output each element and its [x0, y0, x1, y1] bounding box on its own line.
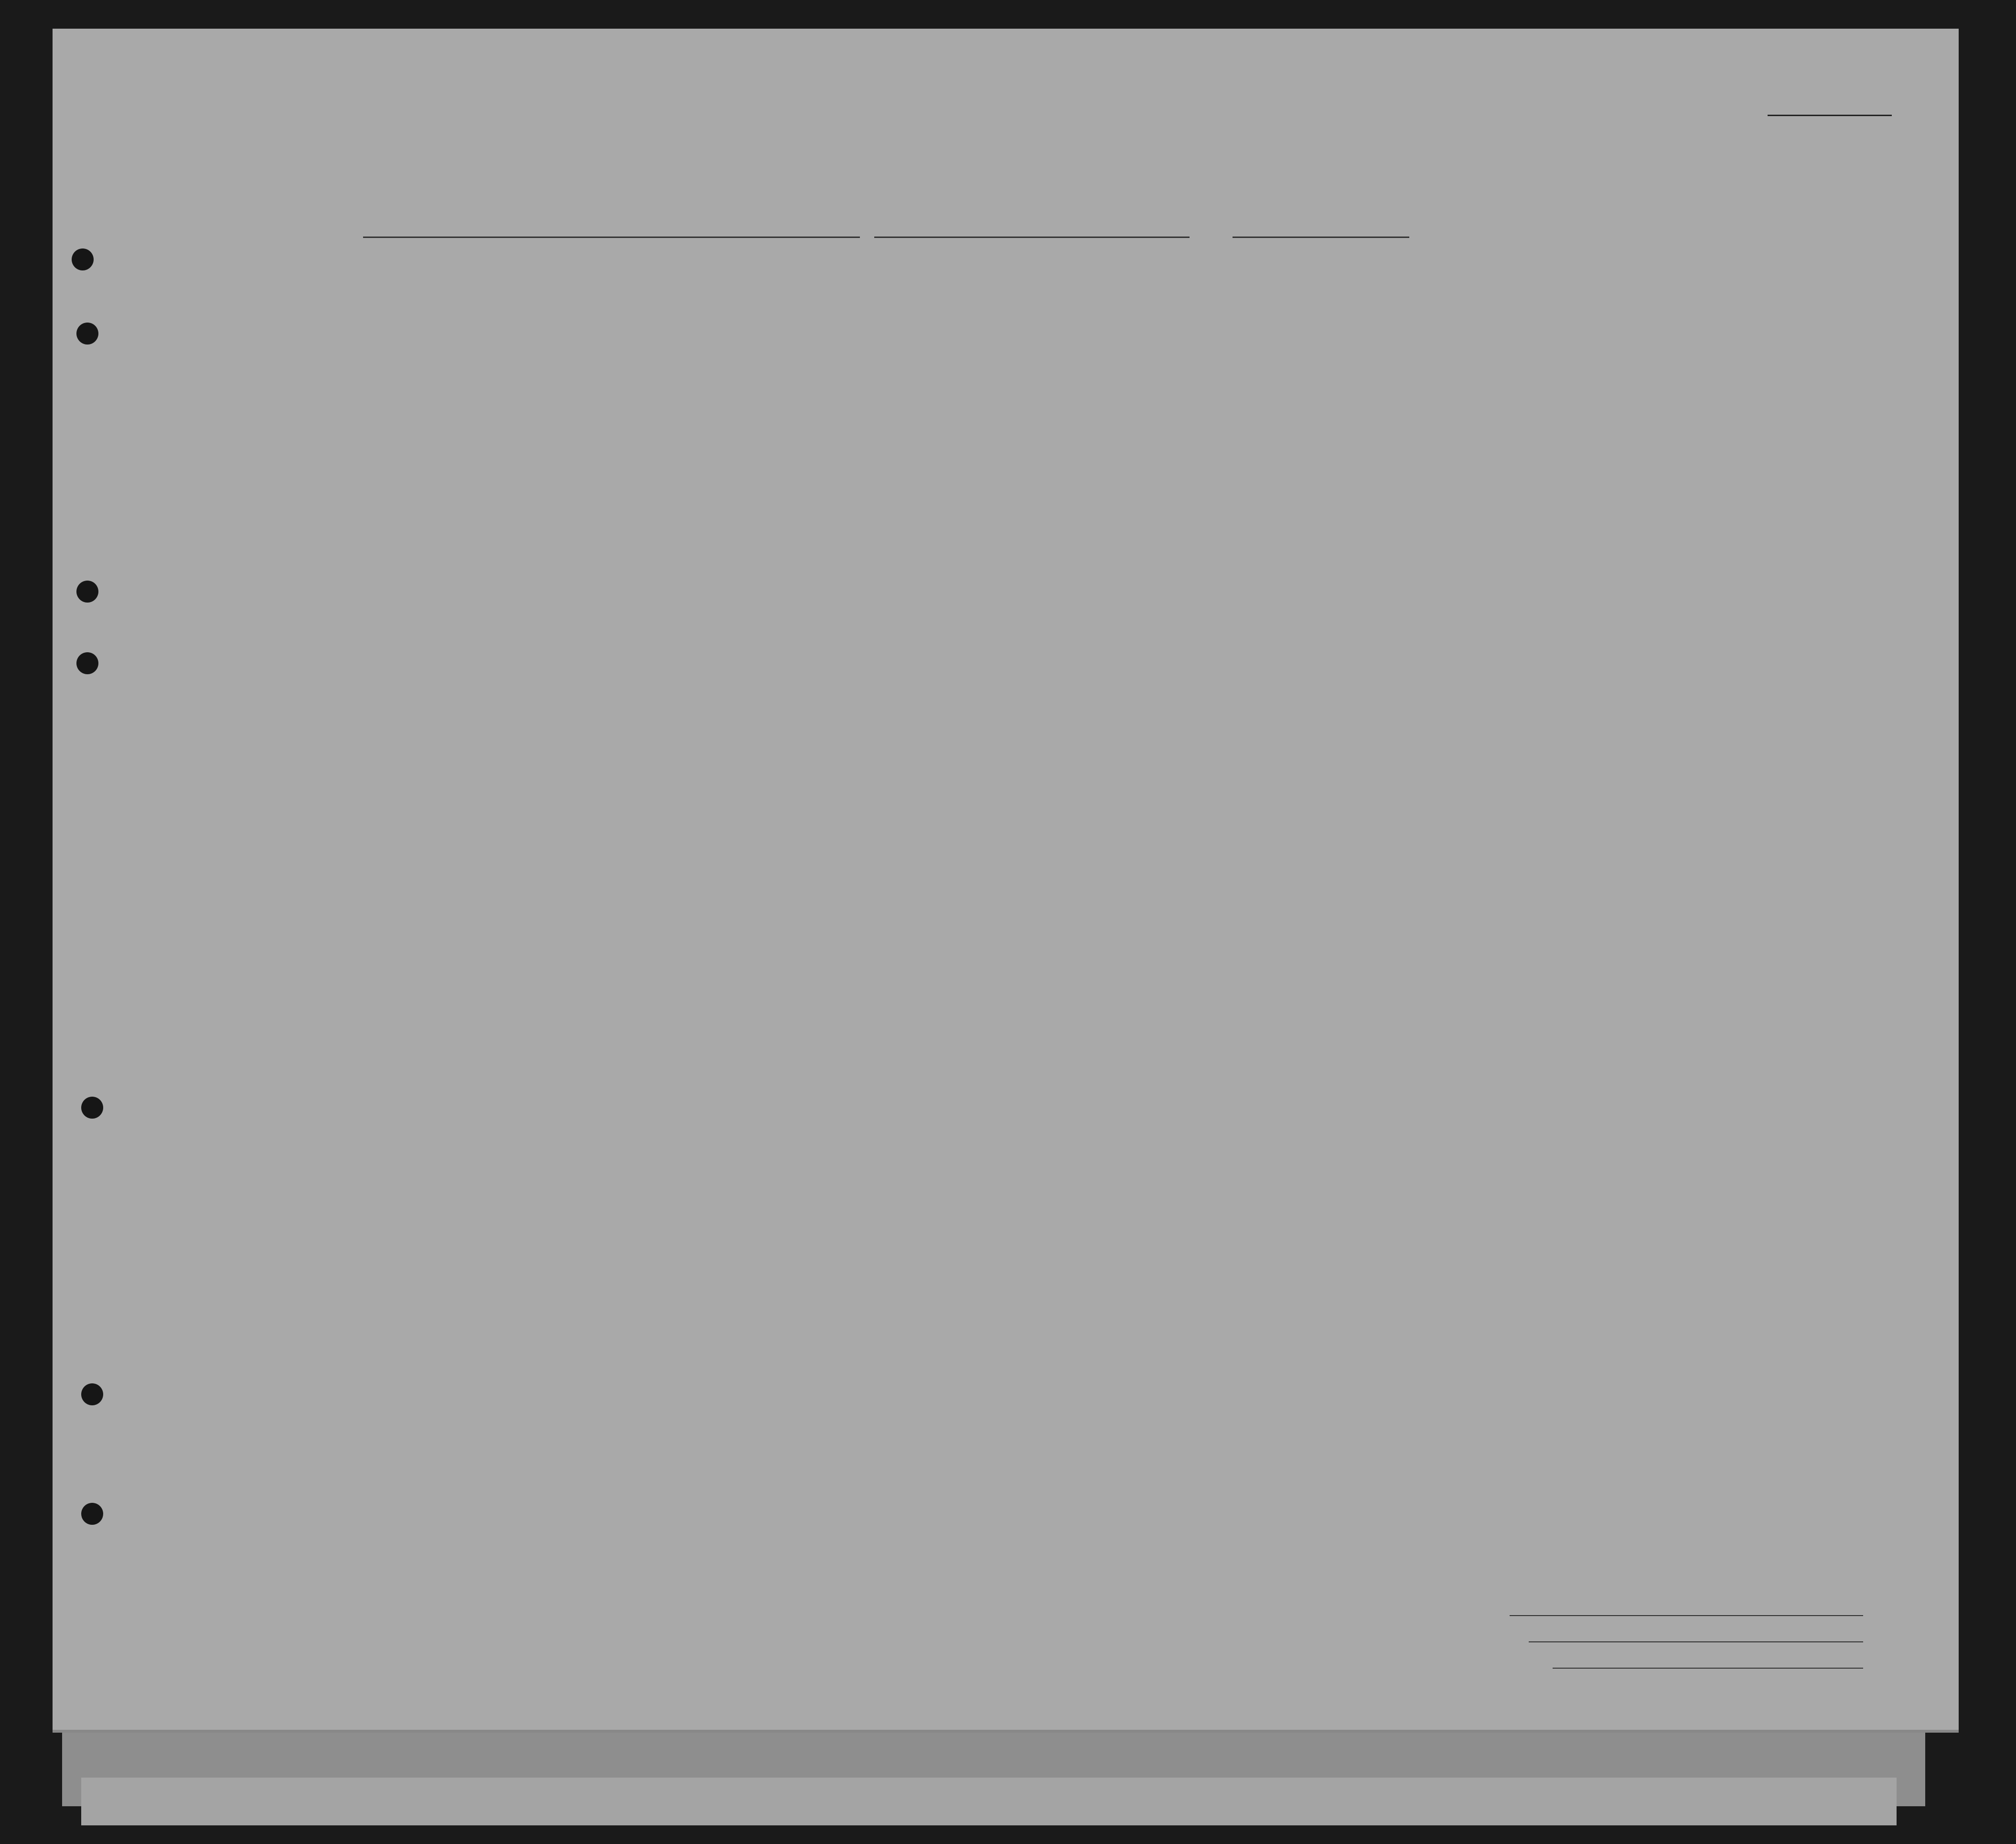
line-field — [1510, 1615, 1863, 1616]
local-agents-field — [1553, 1668, 1863, 1669]
owners-field — [1529, 1641, 1863, 1642]
